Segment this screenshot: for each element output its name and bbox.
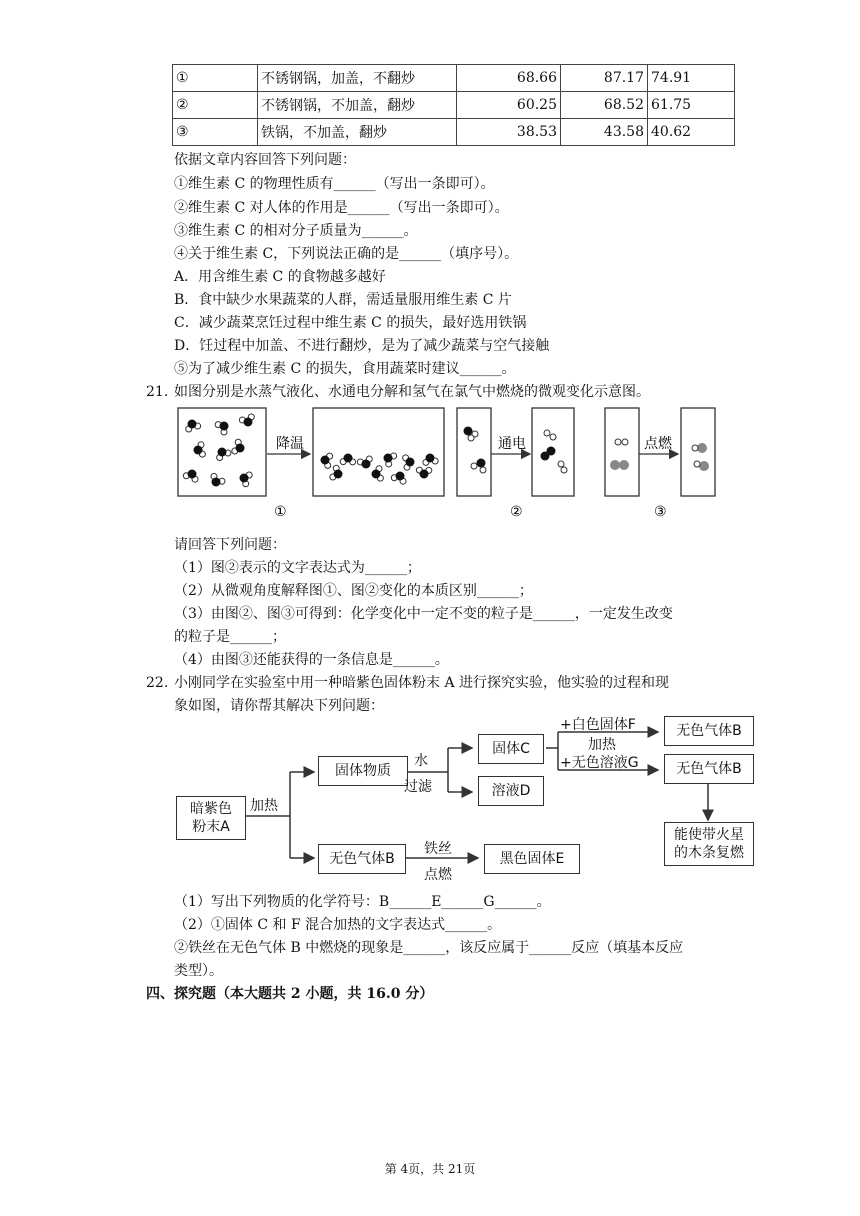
q20-line-2: ②维生素 C 对人体的作用是______（写出一条即可）。 (174, 200, 509, 216)
gas-b-box-2: 无色气体B (664, 754, 754, 784)
table-row (173, 119, 735, 146)
water-molecule (330, 465, 343, 480)
cell-value-3: 61.75 (648, 92, 735, 119)
black-solid-e-box: 黑色固体E (484, 844, 580, 874)
q21-sub-4: （4）由图③还能获得的一条信息是______。 (174, 652, 449, 668)
ignite-label: 点燃 (424, 867, 452, 883)
hydrogen-chloride-molecules (692, 443, 709, 471)
add-f-label: +白色固体F (560, 717, 636, 733)
q21-sub-3b: 的粒子是______； (174, 629, 286, 645)
heat2-label: 加热 (588, 737, 616, 753)
water-molecule (372, 466, 384, 481)
q22-stem-1: 小刚同学在实验室中用一种暗紫色固体粉末 A 进行探究实验，他实验的过程和现 (174, 675, 670, 691)
water-molecule (240, 472, 253, 487)
water-molecule (211, 473, 225, 486)
gas-b-box-1: 无色气体B (664, 716, 754, 746)
q22-sub-2: （2）①固体 C 和 F 混合加热的文字表达式______。 (174, 917, 502, 933)
iron-wire-label: 铁丝 (424, 841, 452, 857)
cell-row-number: ① (173, 65, 258, 92)
page-footer: 第 4页，共 21页 (384, 1162, 476, 1176)
q20-line-1: ①维生素 C 的物理性质有______（写出一条即可）。 (174, 176, 495, 192)
solid-c-box: 固体C (478, 734, 544, 764)
water-molecule (391, 472, 406, 485)
molecule-diagram (170, 400, 730, 522)
water-molecule (384, 453, 397, 467)
caption-1: ① (274, 504, 287, 520)
water-molecule (194, 442, 206, 457)
table-row (173, 92, 735, 119)
caption-2: ② (510, 504, 523, 520)
cell-value-3: 74.91 (648, 65, 735, 92)
hydrogen-chlorine-molecules (610, 439, 629, 470)
q22-sub-3b: 类型）。 (174, 963, 223, 979)
q20-intro: 依据文章内容回答下列问题： (174, 152, 356, 168)
q22-sub-3a: ②铁丝在无色气体 B 中燃烧的现象是______，该反应属于______反应（填基本反应 (174, 940, 684, 956)
cell-value-2: 87.17 (561, 65, 648, 92)
filter-label: 过滤 (404, 779, 432, 795)
water-molecules-electrolysis (464, 427, 487, 474)
arrow-2-label: 通电 (498, 436, 526, 452)
section-4-heading: 四、探究题（本大题共 2 小题，共 16.0 分） (146, 986, 434, 1002)
cell-row-number: ② (173, 92, 258, 119)
q20-option-a: A．用含维生素 C 的食物越多越好 (174, 269, 386, 285)
panel-2-before-box (457, 408, 491, 496)
q22-number: 22. (146, 675, 169, 691)
relight-splint-box: 能使带火星 的木条复燃 (664, 822, 754, 866)
hydrogen-oxygen-molecules (541, 430, 568, 473)
water-molecule (340, 454, 355, 465)
q20-option-c: C．减少蔬菜烹饪过程中维生素 C 的损失，最好选用铁锅 (174, 315, 527, 331)
q20-option-b: B．食中缺少水果蔬菜的人群，需适量服用维生素 C 片 (174, 292, 512, 308)
water-molecule (215, 422, 228, 436)
q21-sub-3a: （3）由图②、图③可得到：化学变化中一定不变的粒子是______，一定发生改变 (174, 606, 673, 622)
add-g-label: +无色溶液G (560, 755, 639, 771)
cell-cooking-method: 不锈钢锅，加盖，不翻炒 (258, 65, 457, 92)
cell-value-2: 43.58 (561, 119, 648, 146)
cell-value-1: 68.66 (457, 65, 561, 92)
water-molecule (416, 467, 431, 478)
q20-line-5: ⑤为了减少维生素 C 的损失，食用蔬菜时建议______。 (174, 361, 516, 377)
water-molecules-liquid (321, 453, 439, 484)
water-molecule (357, 456, 372, 469)
q22-sub-1: （1）写出下列物质的化学符号：B______E______G______。 (174, 894, 551, 910)
water-molecule (423, 454, 438, 466)
table-row (173, 65, 735, 92)
q21-ask: 请回答下列问题： (174, 537, 286, 553)
panel-3-before-box (605, 408, 639, 496)
cell-cooking-method: 铁锅，不加盖，翻炒 (258, 119, 457, 146)
solid-substance-box: 固体物质 (318, 756, 408, 786)
q21-number: 21. (146, 384, 169, 400)
water-molecule (232, 439, 245, 454)
cell-cooking-method: 不锈钢锅，不加盖，翻炒 (258, 92, 457, 119)
q20-option-d: D．饪过程中加盖、不进行翻炒，是为了减少蔬菜与空气接触 (174, 338, 550, 354)
solution-d-box: 溶液D (478, 776, 544, 806)
q20-line-3: ③维生素 C 的相对分子质量为______。 (174, 223, 418, 239)
cell-value-3: 40.62 (648, 119, 735, 146)
arrow-3-label: 点燃 (644, 436, 672, 452)
heat-label: 加热 (250, 798, 278, 814)
powder-a-box: 暗紫色 粉末A (176, 796, 246, 840)
arrow-1-label: 降温 (276, 436, 304, 452)
cell-value-1: 38.53 (457, 119, 561, 146)
q20-line-4: ④关于维生素 C，下列说法正确的是______（填序号）。 (174, 246, 519, 262)
cell-value-2: 68.52 (561, 92, 648, 119)
panel-3-after-box (681, 408, 715, 496)
water-molecule (217, 448, 231, 461)
q22-stem-2: 象如图，请你帮其解决下列问题： (174, 698, 384, 714)
cell-row-number: ③ (173, 119, 258, 146)
q21-stem: 如图分别是水蒸气液化、水通电分解和氢气在氯气中燃烧的微观变化示意图。 (174, 384, 650, 400)
q21-sub-1: （1）图②表示的文字表达式为______； (174, 560, 421, 576)
water-molecule (403, 455, 415, 470)
water-molecule (186, 420, 201, 433)
panel-1-after-box (313, 408, 444, 496)
water-molecules-gas (183, 414, 254, 487)
q21-sub-2: （2）从微观角度解释图①、图②变化的本质区别______； (174, 583, 533, 599)
caption-3: ③ (654, 504, 667, 520)
water-molecule (239, 414, 254, 427)
cell-value-1: 60.25 (457, 92, 561, 119)
water-label: 水 (414, 753, 428, 769)
water-molecule (321, 453, 333, 468)
water-molecule (183, 470, 198, 483)
gas-b-box-3: 无色气体B (318, 844, 406, 874)
vitamin-c-table (172, 64, 735, 146)
